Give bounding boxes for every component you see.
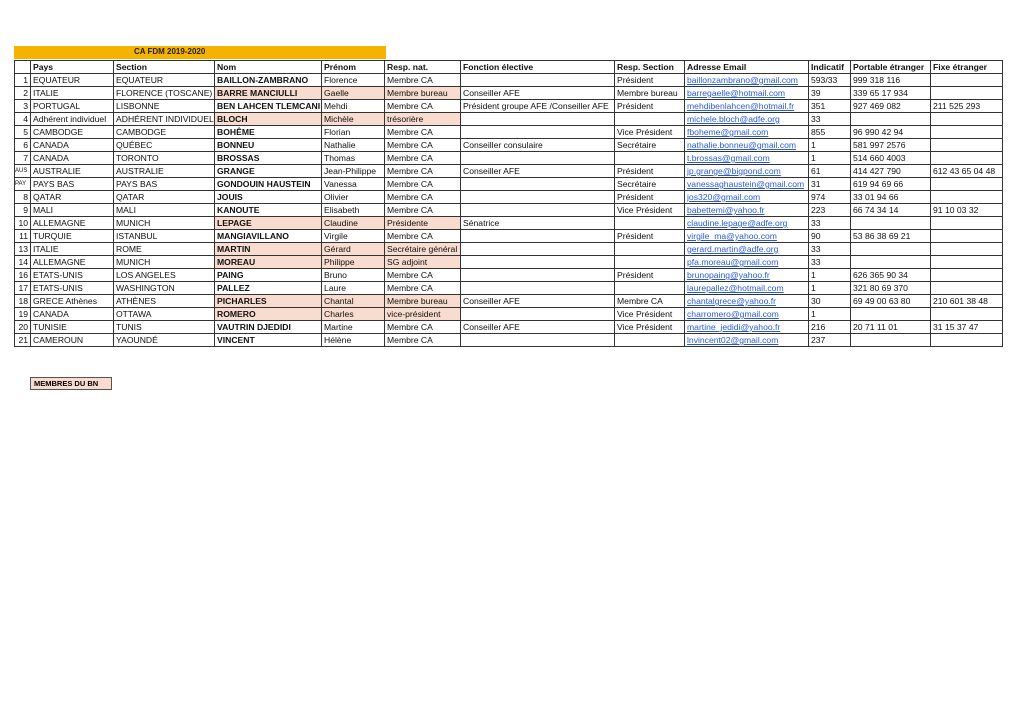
- nom-cell: BONNEU: [215, 139, 322, 152]
- section-cell: LISBONNE: [114, 100, 215, 113]
- resp-nat-cell: Présidente: [385, 217, 461, 230]
- fonction-cell: [461, 334, 615, 347]
- resp-nat-cell: Membre CA: [385, 165, 461, 178]
- indicatif-cell: 216: [809, 321, 851, 334]
- table-row: [15, 308, 1003, 321]
- fonction-cell: [461, 74, 615, 87]
- resp-section-cell: Président: [615, 191, 685, 204]
- row-number-cell: 13: [15, 243, 31, 256]
- header-cell-section: Section: [114, 61, 215, 74]
- fixe-cell: [931, 230, 1003, 243]
- email-link[interactable]: babettemi@yahoo.fr: [685, 204, 809, 217]
- section-cell: PAYS BAS: [114, 178, 215, 191]
- fonction-cell: [461, 178, 615, 191]
- header-cell-num: [15, 61, 31, 74]
- table-row: [15, 87, 1003, 100]
- row-number-cell: 3: [15, 100, 31, 113]
- fonction-cell: [461, 204, 615, 217]
- sheet-title-banner: [14, 46, 386, 59]
- header-cell-pays: Pays: [31, 61, 114, 74]
- nom-cell: KANOUTE: [215, 204, 322, 217]
- resp-nat-cell: Membre CA: [385, 178, 461, 191]
- pays-cell: TURQUIE: [31, 230, 114, 243]
- portable-cell: 581 997 2576: [851, 139, 931, 152]
- section-cell: ROME: [114, 243, 215, 256]
- resp-nat-cell: Membre bureau: [385, 295, 461, 308]
- nom-cell: JOUIS: [215, 191, 322, 204]
- prenom-cell: Martine: [322, 321, 385, 334]
- fonction-cell: Sénatrice: [461, 217, 615, 230]
- resp-section-cell: Membre CA: [615, 295, 685, 308]
- resp-section-cell: Membre bureau: [615, 87, 685, 100]
- fixe-cell: [931, 152, 1003, 165]
- fonction-cell: Président groupe AFE /Conseiller AFE: [461, 100, 615, 113]
- row-number-cell: 19: [15, 308, 31, 321]
- prenom-cell: Chantal: [322, 295, 385, 308]
- fonction-cell: [461, 256, 615, 269]
- members-table: [14, 60, 1003, 347]
- resp-section-cell: Président: [615, 100, 685, 113]
- section-cell: WASHINGTON: [114, 282, 215, 295]
- portable-cell: 414 427 790: [851, 165, 931, 178]
- pays-cell: PORTUGAL: [31, 100, 114, 113]
- fixe-cell: [931, 217, 1003, 230]
- section-cell: MUNICH: [114, 256, 215, 269]
- pays-cell: QATAR: [31, 191, 114, 204]
- nom-cell: MARTIN: [215, 243, 322, 256]
- resp-nat-cell: Membre CA: [385, 100, 461, 113]
- email-link[interactable]: t.brossas@gmail.com: [685, 152, 809, 165]
- resp-section-cell: [615, 256, 685, 269]
- section-cell: AUSTRALIE: [114, 165, 215, 178]
- fonction-cell: [461, 269, 615, 282]
- table-row: [15, 178, 1003, 191]
- resp-nat-cell: Membre CA: [385, 204, 461, 217]
- fonction-cell: [461, 126, 615, 139]
- portable-cell: [851, 308, 931, 321]
- indicatif-cell: 1: [809, 139, 851, 152]
- section-cell: EQUATEUR: [114, 74, 215, 87]
- prenom-cell: Michèle: [322, 113, 385, 126]
- nom-cell: MOREAU: [215, 256, 322, 269]
- portable-cell: 999 318 116: [851, 74, 931, 87]
- indicatif-cell: 593/33: [809, 74, 851, 87]
- row-number-cell: 2: [15, 87, 31, 100]
- prenom-cell: Nathalie: [322, 139, 385, 152]
- email-link[interactable]: vanessaghaustein@gmail.com: [685, 178, 809, 191]
- nom-cell: BROSSAS: [215, 152, 322, 165]
- indicatif-cell: 1: [809, 308, 851, 321]
- row-number-cell: 9: [15, 204, 31, 217]
- table-row: [15, 295, 1003, 308]
- table-row: [15, 230, 1003, 243]
- pays-cell: MALI: [31, 204, 114, 217]
- pays-cell: ITALIE: [31, 87, 114, 100]
- legend-label: MEMBRES DU BN: [34, 379, 99, 388]
- resp-nat-cell: vice-président: [385, 308, 461, 321]
- fonction-cell: Conseiller AFE: [461, 295, 615, 308]
- indicatif-cell: 33: [809, 217, 851, 230]
- portable-cell: 514 660 4003: [851, 152, 931, 165]
- email-link[interactable]: claudine.lepage@adfe.org: [685, 217, 809, 230]
- pays-cell: CAMEROUN: [31, 334, 114, 347]
- section-cell: ADHÉRENT INDIVIDUEL: [114, 113, 215, 126]
- email-link[interactable]: martine_jedidi@yahoo.fr: [685, 321, 809, 334]
- nom-cell: BARRE MANCIULLI: [215, 87, 322, 100]
- header-cell-resp-section: Resp. Section: [615, 61, 685, 74]
- fixe-cell: [931, 282, 1003, 295]
- indicatif-cell: 39: [809, 87, 851, 100]
- row-number-cell: 4: [15, 113, 31, 126]
- section-cell: MALI: [114, 204, 215, 217]
- resp-section-cell: Président: [615, 74, 685, 87]
- fonction-cell: [461, 243, 615, 256]
- fixe-cell: 612 43 65 04 48: [931, 165, 1003, 178]
- fixe-cell: 211 525 293: [931, 100, 1003, 113]
- section-cell: QATAR: [114, 191, 215, 204]
- row-number-cell: 20: [15, 321, 31, 334]
- fixe-cell: [931, 74, 1003, 87]
- indicatif-cell: 61: [809, 165, 851, 178]
- resp-nat-cell: Membre bureau: [385, 87, 461, 100]
- fixe-cell: 210 601 38 48: [931, 295, 1003, 308]
- resp-section-cell: [615, 152, 685, 165]
- resp-nat-cell: Membre CA: [385, 282, 461, 295]
- resp-section-cell: Secrétaire: [615, 139, 685, 152]
- pays-cell: CAMBODGE: [31, 126, 114, 139]
- table-row: [15, 321, 1003, 334]
- resp-section-cell: [615, 334, 685, 347]
- pays-cell: ALLEMAGNE: [31, 256, 114, 269]
- nom-cell: BOHÊME: [215, 126, 322, 139]
- prenom-cell: Claudine: [322, 217, 385, 230]
- portable-cell: 66 74 34 14: [851, 204, 931, 217]
- table-row: [15, 204, 1003, 217]
- prenom-cell: Virgile: [322, 230, 385, 243]
- email-link[interactable]: barregaelle@hotmail.com: [685, 87, 809, 100]
- indicatif-cell: 974: [809, 191, 851, 204]
- nom-cell: BEN LAHCEN TLEMCANI: [215, 100, 322, 113]
- indicatif-cell: 237: [809, 334, 851, 347]
- header-cell-nom: Nom: [215, 61, 322, 74]
- resp-nat-cell: Membre CA: [385, 269, 461, 282]
- resp-nat-cell: Secrétaire général: [385, 243, 461, 256]
- prenom-cell: Hélène: [322, 334, 385, 347]
- resp-section-cell: Président: [615, 230, 685, 243]
- section-cell: FLORENCE (TOSCANE): [114, 87, 215, 100]
- table-row: [15, 139, 1003, 152]
- email-link[interactable]: pfa.moreau@gmail.com: [685, 256, 809, 269]
- prenom-cell: Philippe: [322, 256, 385, 269]
- header-cell-fonction: Fonction élective: [461, 61, 615, 74]
- indicatif-cell: 33: [809, 113, 851, 126]
- resp-section-cell: [615, 243, 685, 256]
- prenom-cell: Olivier: [322, 191, 385, 204]
- fonction-cell: [461, 308, 615, 321]
- indicatif-cell: 1: [809, 269, 851, 282]
- prenom-cell: Vanessa: [322, 178, 385, 191]
- portable-cell: [851, 256, 931, 269]
- row-number-cell: 1: [15, 74, 31, 87]
- table-row: [15, 217, 1003, 230]
- prenom-cell: Gérard: [322, 243, 385, 256]
- fixe-cell: [931, 308, 1003, 321]
- table-row: [15, 152, 1003, 165]
- section-cell: QUÉBEC: [114, 139, 215, 152]
- fonction-cell: Conseiller AFE: [461, 87, 615, 100]
- nom-cell: PAING: [215, 269, 322, 282]
- fonction-cell: Conseiller AFE: [461, 321, 615, 334]
- portable-cell: 927 469 082: [851, 100, 931, 113]
- fixe-cell: [931, 269, 1003, 282]
- header-cell-indicatif: Indicatif: [809, 61, 851, 74]
- prenom-cell: Jean-Philippe: [322, 165, 385, 178]
- fonction-cell: Conseiller AFE: [461, 165, 615, 178]
- table-row: [15, 256, 1003, 269]
- nom-cell: BAILLON-ZAMBRANO: [215, 74, 322, 87]
- portable-cell: 53 86 38 69 21: [851, 230, 931, 243]
- fixe-cell: [931, 256, 1003, 269]
- pays-cell: CANADA: [31, 152, 114, 165]
- row-number-cell: 7: [15, 152, 31, 165]
- fixe-cell: [931, 243, 1003, 256]
- fonction-cell: Conseiller consulaire: [461, 139, 615, 152]
- table-row: [15, 243, 1003, 256]
- table-row: [15, 282, 1003, 295]
- prenom-cell: Laure: [322, 282, 385, 295]
- resp-nat-cell: Membre CA: [385, 321, 461, 334]
- section-cell: TORONTO: [114, 152, 215, 165]
- resp-section-cell: [615, 217, 685, 230]
- row-number-cell: 16: [15, 269, 31, 282]
- sheet-title: CA FDM 2019-2020: [134, 47, 206, 56]
- section-cell: TUNIS: [114, 321, 215, 334]
- resp-nat-cell: Membre CA: [385, 74, 461, 87]
- resp-nat-cell: Membre CA: [385, 230, 461, 243]
- email-link[interactable]: baillonzambrano@gmail.com: [685, 74, 809, 87]
- email-link[interactable]: virgile_ma@yahoo.com: [685, 230, 809, 243]
- portable-cell: 96 990 42 94: [851, 126, 931, 139]
- prenom-cell: Bruno: [322, 269, 385, 282]
- table-row: [15, 191, 1003, 204]
- portable-cell: 619 94 69 66: [851, 178, 931, 191]
- indicatif-cell: 31: [809, 178, 851, 191]
- fixe-cell: [931, 191, 1003, 204]
- resp-nat-cell: trésorière: [385, 113, 461, 126]
- pays-cell: ALLEMAGNE: [31, 217, 114, 230]
- header-cell-portable: Portable étranger: [851, 61, 931, 74]
- row-number-cell: 18: [15, 295, 31, 308]
- prenom-cell: Elisabeth: [322, 204, 385, 217]
- portable-cell: 626 365 90 34: [851, 269, 931, 282]
- email-link[interactable]: chantalgrece@yahoo.fr: [685, 295, 809, 308]
- fonction-cell: [461, 282, 615, 295]
- row-number-cell: 21: [15, 334, 31, 347]
- table-row: [15, 74, 1003, 87]
- indicatif-cell: 1: [809, 152, 851, 165]
- fixe-cell: 91 10 03 32: [931, 204, 1003, 217]
- pays-cell: GRECE Athènes: [31, 295, 114, 308]
- resp-section-cell: Président: [615, 269, 685, 282]
- table-row: [15, 269, 1003, 282]
- email-link[interactable]: brunopaing@yahoo.fr: [685, 269, 809, 282]
- resp-section-cell: Vice Président: [615, 321, 685, 334]
- nom-cell: VINCENT: [215, 334, 322, 347]
- resp-section-cell: [615, 113, 685, 126]
- resp-section-cell: Vice Président: [615, 308, 685, 321]
- portable-cell: 33 01 94 66: [851, 191, 931, 204]
- fonction-cell: [461, 230, 615, 243]
- table-row: [15, 165, 1003, 178]
- row-number-cell: PAY: [15, 178, 31, 191]
- resp-section-cell: Vice Président: [615, 126, 685, 139]
- table-row: [15, 334, 1003, 347]
- portable-cell: [851, 113, 931, 126]
- portable-cell: 339 65 17 934: [851, 87, 931, 100]
- resp-nat-cell: Membre CA: [385, 139, 461, 152]
- email-link[interactable]: michele.bloch@adfe.org: [685, 113, 809, 126]
- table-row: [15, 113, 1003, 126]
- indicatif-cell: 90: [809, 230, 851, 243]
- resp-section-cell: Président: [615, 165, 685, 178]
- row-number-cell: 6: [15, 139, 31, 152]
- portable-cell: [851, 243, 931, 256]
- nom-cell: PALLEZ: [215, 282, 322, 295]
- section-cell: CAMBODGE: [114, 126, 215, 139]
- pays-cell: AUSTRALIE: [31, 165, 114, 178]
- nom-cell: GONDOUIN HAUSTEIN: [215, 178, 322, 191]
- section-cell: YAOUNDÉ: [114, 334, 215, 347]
- indicatif-cell: 1: [809, 282, 851, 295]
- row-number-cell: 10: [15, 217, 31, 230]
- row-number-cell: 14: [15, 256, 31, 269]
- prenom-cell: Mehdi: [322, 100, 385, 113]
- legend-bn: [30, 377, 112, 390]
- email-link[interactable]: fboheme@gmail.com: [685, 126, 809, 139]
- pays-cell: ETATS-UNIS: [31, 282, 114, 295]
- table-row: [15, 126, 1003, 139]
- prenom-cell: Gaelle: [322, 87, 385, 100]
- nom-cell: VAUTRIN DJEDIDI: [215, 321, 322, 334]
- indicatif-cell: 855: [809, 126, 851, 139]
- table-row: [15, 100, 1003, 113]
- header-cell-email: Adresse Email: [685, 61, 809, 74]
- resp-nat-cell: Membre CA: [385, 191, 461, 204]
- nom-cell: MANGIAVILLANO: [215, 230, 322, 243]
- pays-cell: CANADA: [31, 139, 114, 152]
- row-number-cell: 5: [15, 126, 31, 139]
- fixe-cell: [931, 178, 1003, 191]
- resp-nat-cell: Membre CA: [385, 152, 461, 165]
- portable-cell: 20 71 11 01: [851, 321, 931, 334]
- prenom-cell: Charles: [322, 308, 385, 321]
- nom-cell: ROMERO: [215, 308, 322, 321]
- email-link[interactable]: jos320@gmail.com: [685, 191, 809, 204]
- section-cell: ISTANBUL: [114, 230, 215, 243]
- pays-cell: PAYS BAS: [31, 178, 114, 191]
- section-cell: MUNICH: [114, 217, 215, 230]
- row-number-cell: 8: [15, 191, 31, 204]
- indicatif-cell: 223: [809, 204, 851, 217]
- pays-cell: ETATS-UNIS: [31, 269, 114, 282]
- email-link[interactable]: charromero@gmail.com: [685, 308, 809, 321]
- row-number-cell: 17: [15, 282, 31, 295]
- prenom-cell: Florence: [322, 74, 385, 87]
- fixe-cell: [931, 126, 1003, 139]
- pays-cell: EQUATEUR: [31, 74, 114, 87]
- pays-cell: TUNISIE: [31, 321, 114, 334]
- indicatif-cell: 33: [809, 243, 851, 256]
- fonction-cell: [461, 191, 615, 204]
- fixe-cell: [931, 139, 1003, 152]
- prenom-cell: Florian: [322, 126, 385, 139]
- prenom-cell: Thomas: [322, 152, 385, 165]
- section-cell: LOS ANGELES: [114, 269, 215, 282]
- pays-cell: Adhérent individuel: [31, 113, 114, 126]
- portable-cell: [851, 334, 931, 347]
- portable-cell: 321 80 69 370: [851, 282, 931, 295]
- email-link[interactable]: jp.grange@bigpond.com: [685, 165, 809, 178]
- portable-cell: [851, 217, 931, 230]
- header-cell-prenom: Prénom: [322, 61, 385, 74]
- nom-cell: BLOCH: [215, 113, 322, 126]
- email-link[interactable]: nathalie.bonneu@gmail.com: [685, 139, 809, 152]
- row-number-cell: 11: [15, 230, 31, 243]
- header-row: [15, 61, 1003, 74]
- indicatif-cell: 351: [809, 100, 851, 113]
- resp-section-cell: [615, 282, 685, 295]
- resp-nat-cell: Membre CA: [385, 334, 461, 347]
- header-cell-resp-nat: Resp. nat.: [385, 61, 461, 74]
- fonction-cell: [461, 113, 615, 126]
- row-number-cell: AUS: [15, 165, 31, 178]
- resp-nat-cell: Membre CA: [385, 126, 461, 139]
- email-link[interactable]: mehdibenlahcen@hotmail.fr: [685, 100, 809, 113]
- fixe-cell: 31 15 37 47: [931, 321, 1003, 334]
- pays-cell: ITALIE: [31, 243, 114, 256]
- fixe-cell: [931, 113, 1003, 126]
- resp-section-cell: Secrétaire: [615, 178, 685, 191]
- header-cell-fixe: Fixe étranger: [931, 61, 1003, 74]
- section-cell: ATHÈNES: [114, 295, 215, 308]
- section-cell: OTTAWA: [114, 308, 215, 321]
- email-link[interactable]: laurepallez@hotmail.com: [685, 282, 809, 295]
- email-link[interactable]: gerard.martin@adfe.org: [685, 243, 809, 256]
- nom-cell: LEPAGE: [215, 217, 322, 230]
- indicatif-cell: 30: [809, 295, 851, 308]
- fixe-cell: [931, 87, 1003, 100]
- indicatif-cell: 33: [809, 256, 851, 269]
- nom-cell: GRANGE: [215, 165, 322, 178]
- nom-cell: PICHARLES: [215, 295, 322, 308]
- fonction-cell: [461, 152, 615, 165]
- pays-cell: CANADA: [31, 308, 114, 321]
- email-link[interactable]: lnvincent02@gmail.com: [685, 334, 809, 347]
- resp-nat-cell: SG adjoint: [385, 256, 461, 269]
- fixe-cell: [931, 334, 1003, 347]
- portable-cell: 69 49 00 63 80: [851, 295, 931, 308]
- resp-section-cell: Vice Président: [615, 204, 685, 217]
